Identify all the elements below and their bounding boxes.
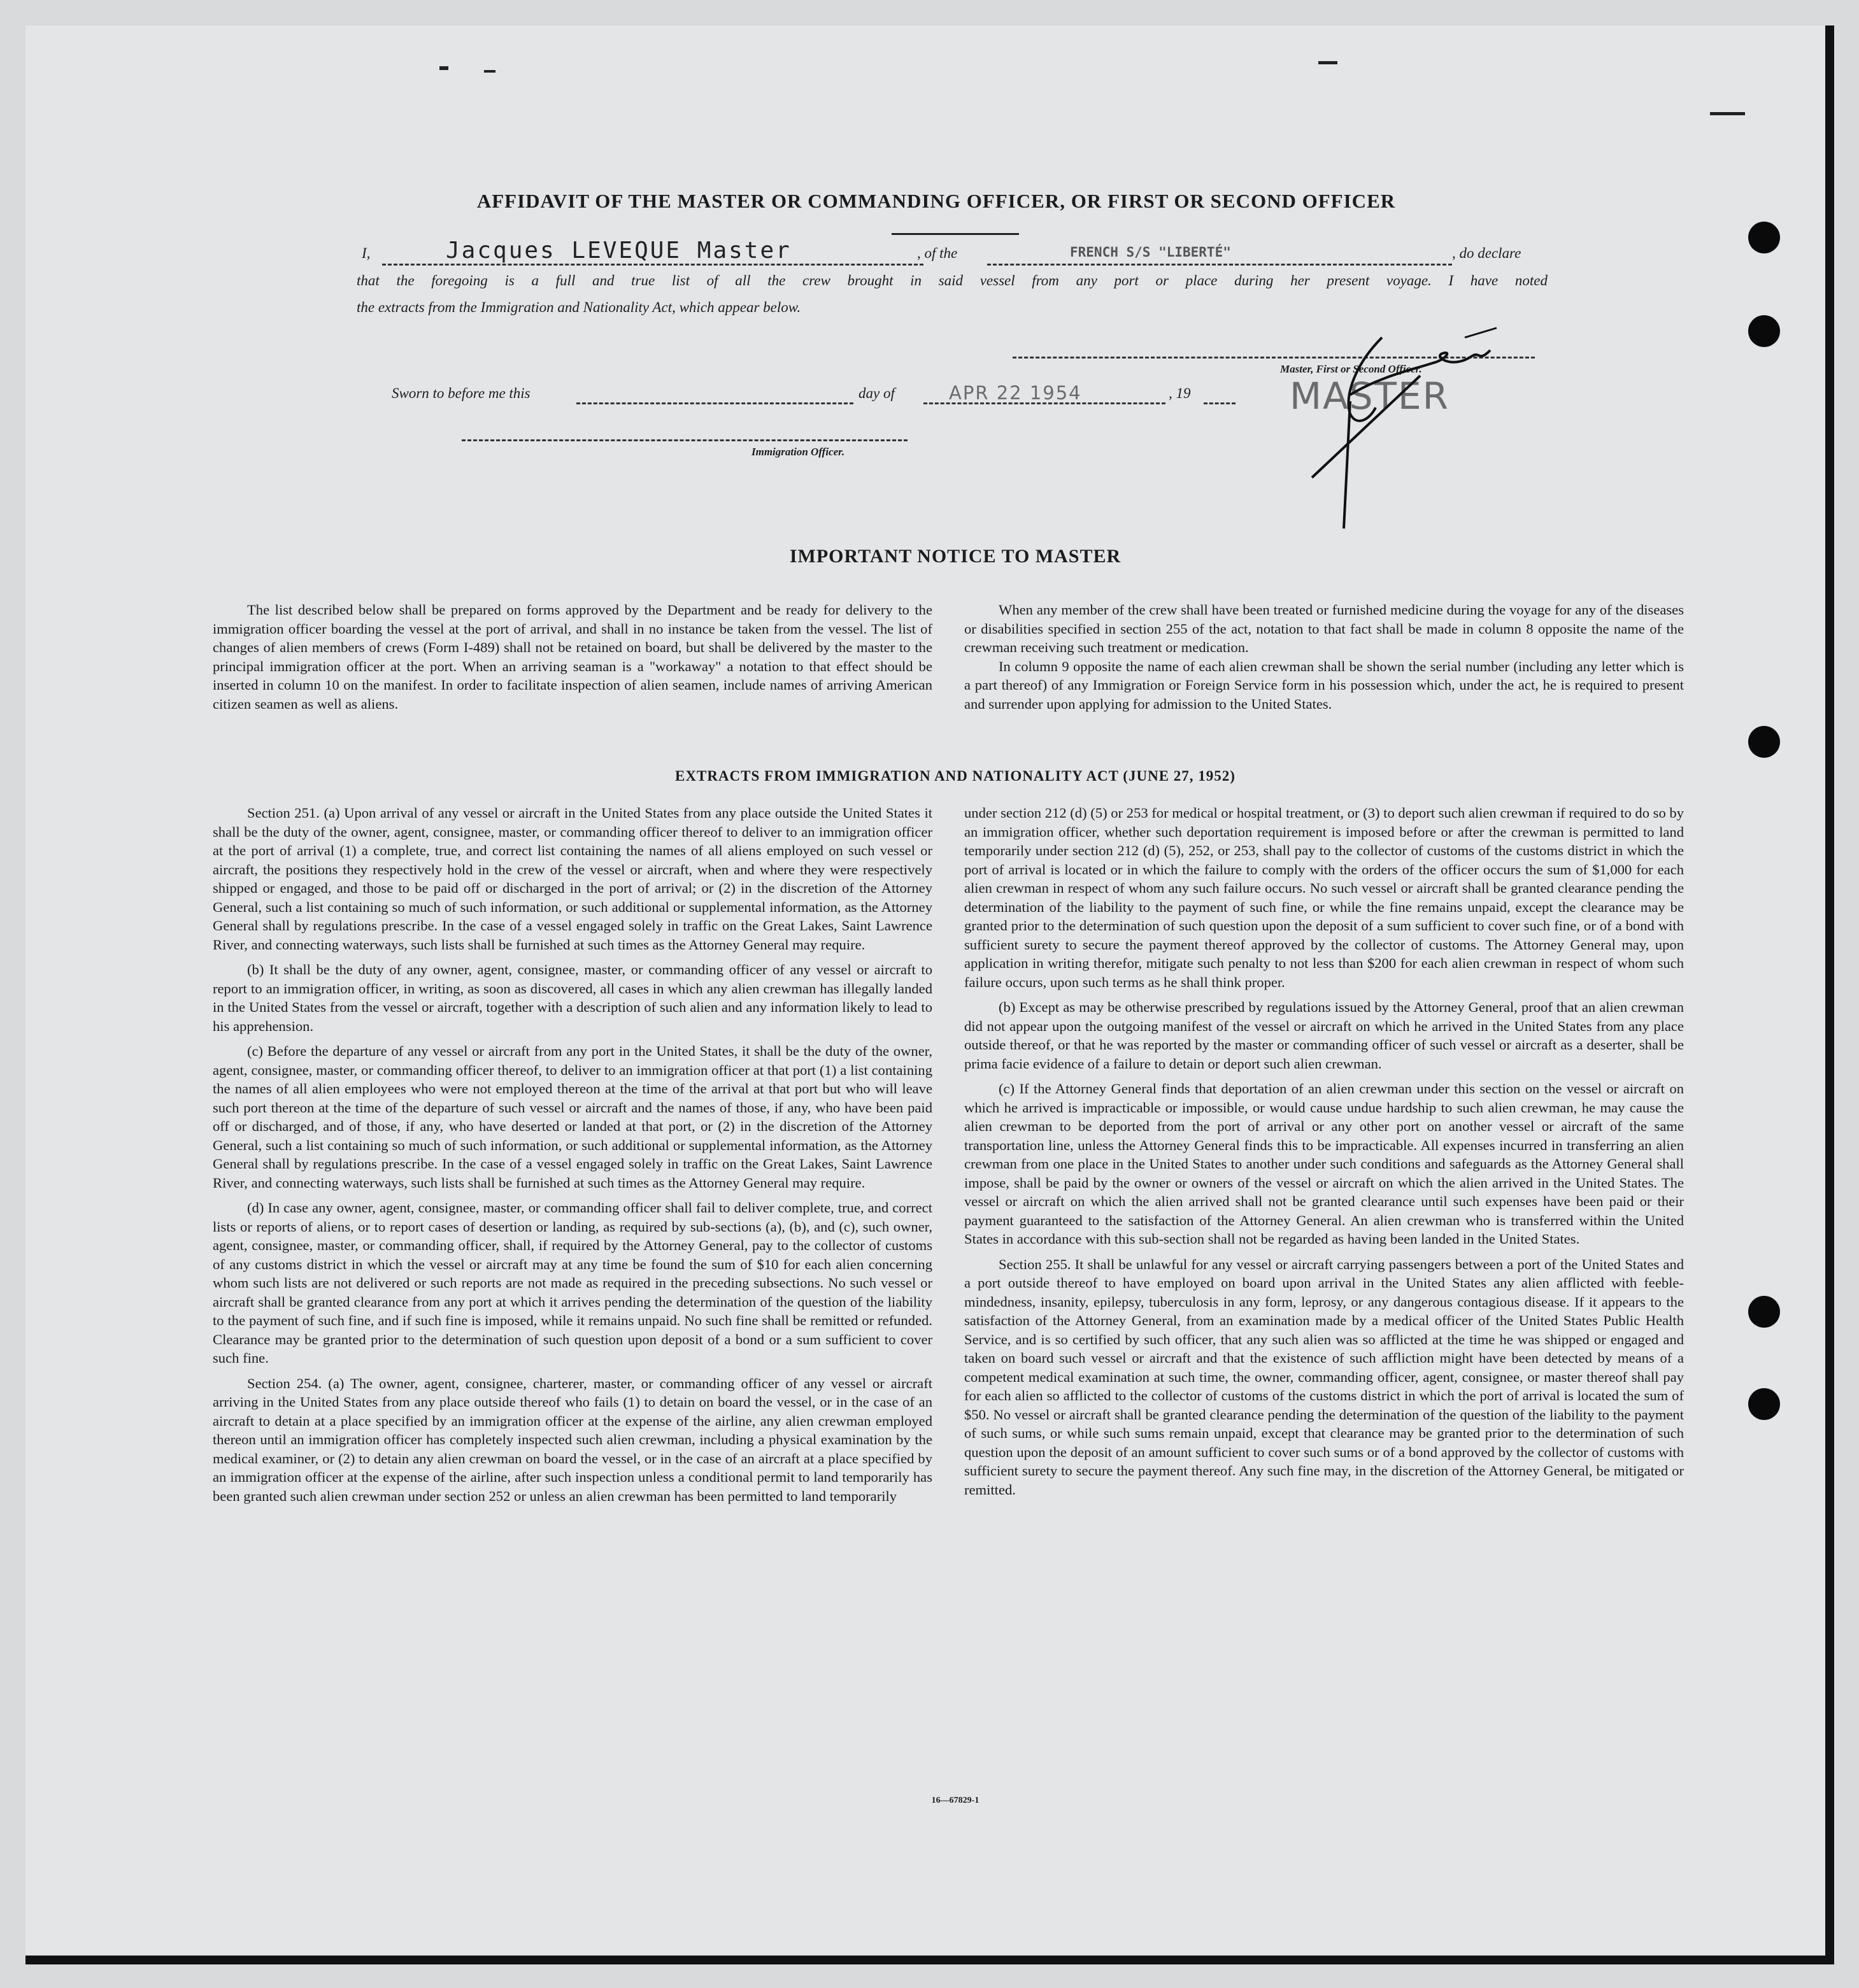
title-rule xyxy=(892,233,1019,235)
extract-section-254a-cont: under section 212 (d) (5) or 253 for medical or hospital treatment, or (3) to deport such alien crewman if required to do so by an immigration officer, whether such deportation requirement is imposed before or after the crewman is permitted to land temporarily under section 212 (d) (5), 252, or 253, shall pay to the collector of customs of the customs district in which the port of arrival is located or in which the failure to comply with the orders of the officer occurs the sum of $1,000 for each alien crewman in respect of whom any such failure occurs. No such vessel or aircraft shall be granted clearance pending the determination of the liability to the payment of such fine, or while the fine remains unpaid, except the clearance may be granted prior to the determination of such question upon the deposit of a sum sufficient to cover such fine, or of a bond with sufficient surety to secure the payment thereof approved by the collector of customs. The Attorney General may, upon application in writing therefor, mitigate such penalty to not less than $200 for each alien crewman in respect of whom such failure occurs, upon such terms as he shall think proper. xyxy=(964,805,1684,990)
immigration-officer-line xyxy=(462,439,908,441)
name-field-line xyxy=(382,264,923,266)
punch-hole xyxy=(1748,315,1780,347)
vessel-field-line xyxy=(987,264,1452,266)
stray-mark xyxy=(1710,112,1745,115)
do-declare-label: , do declare xyxy=(1452,245,1521,261)
of-the-label: , of the xyxy=(917,245,958,261)
notice-left-column xyxy=(213,600,932,720)
declaration-text-line2: the extracts from the Immigration and Nationality Act, which appear below. xyxy=(357,299,801,315)
day-of-label: day of xyxy=(858,385,895,401)
extract-section-251a: Section 251. (a) Upon arrival of any vessel or aircraft in the United States from any place outside the United States it shall be the duty of the owner, agent, consignee, master, or commanding officer thereof to deliver to an immigration officer at the port of arrival (1) a complete, true, and correct list containing the names of all aliens employed on such vessel or aircraft, the positions they respectively hold in the crew of the vessel or aircraft, when and where they were respectively shipped or engaged, and those to be paid off or discharged in the port of arrival; or (2) in the discretion of the Attorney General, such a list containing so much of such information, or such additional or supplemental information, as the Attorney General shall by regulations prescribe. In the case of a vessel engaged solely in traffic on the Great Lakes, Saint Lawrence River, and connecting waterways, such lists shall be furnished at such times as the Attorney General may require. xyxy=(213,805,932,953)
notice-right-column xyxy=(964,600,1684,720)
extract-section-251c: (c) Before the departure of any vessel or aircraft from any port in the United States, it shall be the duty of the owner, agent, consignee, master, or commanding officer thereof, to deliver to an immigration officer at that port (1) a list containing the names of all alien employees who were not employed thereon at the time of the arrival at that port but who will leave such port thereon at the time of the departure of such vessel or aircraft and the names of those, if any, who have been paid off or discharged, and of those, if any, who have deserted or landed at that port, or (2) in the discretion of the Attorney General, such a list containing so much of such information, or such additional or supplemental information, as the Attorney General shall by regulations prescribe. In the case of a vessel engaged solely in traffic on the Great Lakes, Saint Lawrence River, and connecting waterways, such lists shall be furnished at such times as the Attorney General may require. xyxy=(213,1043,932,1191)
form-code: 16—67829-1 xyxy=(931,1796,979,1805)
extract-section-255: Section 255. It shall be unlawful for any vessel or aircraft carrying passengers between a port of the United States and a port outside thereof to have employed on board upon arrival in the United States any alien afflicted with feeble-mindedness, insanity, epilepsy, tuberculosis in any form, leprosy, or any dangerous contagious disease. If it appears to the satisfaction of the Attorney General, from an examination made by a medical officer of the United States Public Health Service, and is so certified by such officer, that any such alien was so afflicted at the time he was shipped or engaged and taken on board such vessel or aircraft and that the existence of such affliction might have been detected by means of a competent medical examination at such time, the owner, commanding officer, agent, consignee, or master thereof shall pay for each alien so afflicted to the collector of customs of the customs district in which the port of arrival is located the sum of $50. No vessel or aircraft shall be granted clearance pending the determination of the question of the liability to the payment of such sums, or while such sums remain unpaid, except that clearance may be granted prior to the determination of such question upon the deposit of an amount sufficient to cover such sums or of a bond approved by the collector of customs with sufficient surety to secure the payment thereof. Any such fine may, in the discretion of the Attorney General, be mitigated or remitted. xyxy=(964,1256,1684,1498)
date-stamp: APR 22 1954 xyxy=(949,382,1082,404)
punch-hole xyxy=(1748,222,1780,253)
sworn-day-line xyxy=(576,402,853,404)
notice-title: IMPORTANT NOTICE TO MASTER xyxy=(789,546,1122,567)
extract-section-251d: (d) In case any owner, agent, consignee, master, or commanding officer shall fail to deliver complete, true, and correct lists or reports of aliens, or to report cases of desertion or landing, as required by sub-sections (a), (b), and (c), such owner, agent, consignee, master, or commanding officer, shall, if required by the Attorney General, pay to the collector of customs of any customs district in which the vessel or aircraft may at any time be found the sum of $10 for each alien concerning whom such lists are not delivered or such reports are not made as required in the preceding subsections. No such vessel or aircraft shall be granted clearance from any port at which it arrives pending the determination of the question of the liability to the payment of such fine, and if such fine is imposed, while it remains unpaid. No such fine shall be remitted or refunded. Clearance may be granted prior to the determination of such question upon deposit of a bond or a sum sufficient to cover such fine. xyxy=(213,1200,932,1366)
stray-mark xyxy=(1318,61,1337,64)
affidavit-title: AFFIDAVIT OF THE MASTER OR COMMANDING OFFICER, OR FIRST OR SECOND OFFICER xyxy=(476,190,1396,212)
master-name-field[interactable]: Jacques LEVEQUE Master xyxy=(446,238,792,264)
sworn-year-line xyxy=(1204,402,1236,404)
notice-right-paragraph-2: In column 9 opposite the name of each alien crewman shall be shown the serial number (including any letter which is a part thereof) of any Immigration or Foreign Service form in his possession which, under the act, he is required to present and surrender upon applying for admission to the United States. xyxy=(964,658,1684,712)
immigration-officer-label: Immigration Officer. xyxy=(751,446,845,458)
extracts-title: EXTRACTS FROM IMMIGRATION AND NATIONALITY ACT (JUNE 27, 1952) xyxy=(675,768,1236,784)
pronoun-label: I, xyxy=(362,245,371,261)
punch-hole xyxy=(1748,726,1780,758)
stray-mark xyxy=(484,70,495,73)
extract-section-254a: Section 254. (a) The owner, agent, consignee, charterer, master, or commanding officer of any vessel or aircraft arriving in the United States from any place outside thereof who fails (1) to detain on board the vessel, or in the case of an aircraft to detain at a place specified by an immigration officer at the expense of the airline, any alien crewman employed thereon until an immigration officer has completely inspected such alien crewman, including a physical examination by the medical examiner, or (2) to detain any alien crewman on board the vessel, or in the case of an aircraft at a place specified by an immigration officer at the expense of the airline, after such inspection unless a conditional permit to land temporarily has been granted such alien crewman under section 252 or unless an alien crewman has been permitted to land temporarily xyxy=(213,1375,932,1504)
extract-section-254b: (b) Except as may be otherwise prescribed by regulations issued by the Attorney General, proof that an alien crewman did not appear upon the outgoing manifest of the vessel or aircraft on which he arrived in the United States from any place outside thereof, or that he was reported by the master or commanding officer of such vessel or aircraft as a deserter, shall be prima facie evidence of a failure to detain or deport such alien crewman. xyxy=(964,999,1684,1072)
master-role-label: Master, First or Second Officer. xyxy=(1280,363,1422,375)
document-page xyxy=(25,25,1834,1964)
master-stamp: MASTER xyxy=(1290,374,1449,418)
extract-section-251b: (b) It shall be the duty of any owner, agent, consignee, master, or commanding officer of any vessel or aircraft to report to an immigration officer, in writing, as soon as discovered, all cases in which any alien crewman has illegally landed in the United States from the vessel or aircraft, together with a description of such alien and any information likely to lead to his apprehension. xyxy=(213,962,932,1034)
extracts-left-column xyxy=(213,804,932,1512)
punch-hole xyxy=(1748,1296,1780,1328)
year-label: , 19 xyxy=(1169,385,1191,401)
punch-hole xyxy=(1748,1388,1780,1420)
notice-left-paragraph: The list described below shall be prepared on forms approved by the Department and be ready for delivery to the immigration officer boarding the vessel at the port of arrival, and shall in no instance be taken from the vessel. The list of changes of alien members of crews (Form I-489) shall not be retained on board, but shall be delivered by the master to the principal immigration officer at the port. When an arriving seaman is a "workaway" a notation to that effect should be inserted in column 10 on the manifest. In order to facilitate inspection of alien seamen, include names of arriving American citizen seamen as well as aliens. xyxy=(213,602,932,712)
stray-mark xyxy=(439,66,448,70)
declaration-text-line1: that the foregoing is a full and true list of all the crew brought in said vessel from any port or place during her present voyage. I have noted xyxy=(357,273,1548,288)
sworn-label: Sworn to before me this xyxy=(392,385,531,401)
master-signature xyxy=(1306,325,1509,541)
notice-right-paragraph-1: When any member of the crew shall have been treated or furnished medicine during the voyage for any of the diseases or disabilities specified in section 255 of the act, notation to that fact shall be made in column 8 opposite the name of the crewman receiving such treatment or medication. xyxy=(964,602,1684,655)
extract-section-254c: (c) If the Attorney General finds that deportation of an alien crewman under this section on the vessel or aircraft on which he arrived is impracticable or impossible, or would cause undue hardship to such alien crewman, he may cause the alien crewman to be deported from the port of arrival or any other port on another vessel or aircraft of the same transportation line, unless the Attorney General finds this to be impracticable. All expenses incurred in transferring an alien crewman from one place in the United States to another under such conditions and safeguards as the Attorney General shall impose, shall be paid by the owner or owners of the vessel or aircraft on which the alien arrived in the United States. The vessel or aircraft on which the alien arrived shall not be granted clearance until such expenses have been paid or their payment guaranteed to the satisfaction of the Attorney General. An alien crewman who is transferred within the United States in accordance with this sub-section shall not be regarded as having been landed in the United States. xyxy=(964,1081,1684,1247)
vessel-name-field[interactable]: FRENCH S/S "LIBERTÉ" xyxy=(1070,245,1231,260)
extracts-right-column xyxy=(964,804,1684,1505)
